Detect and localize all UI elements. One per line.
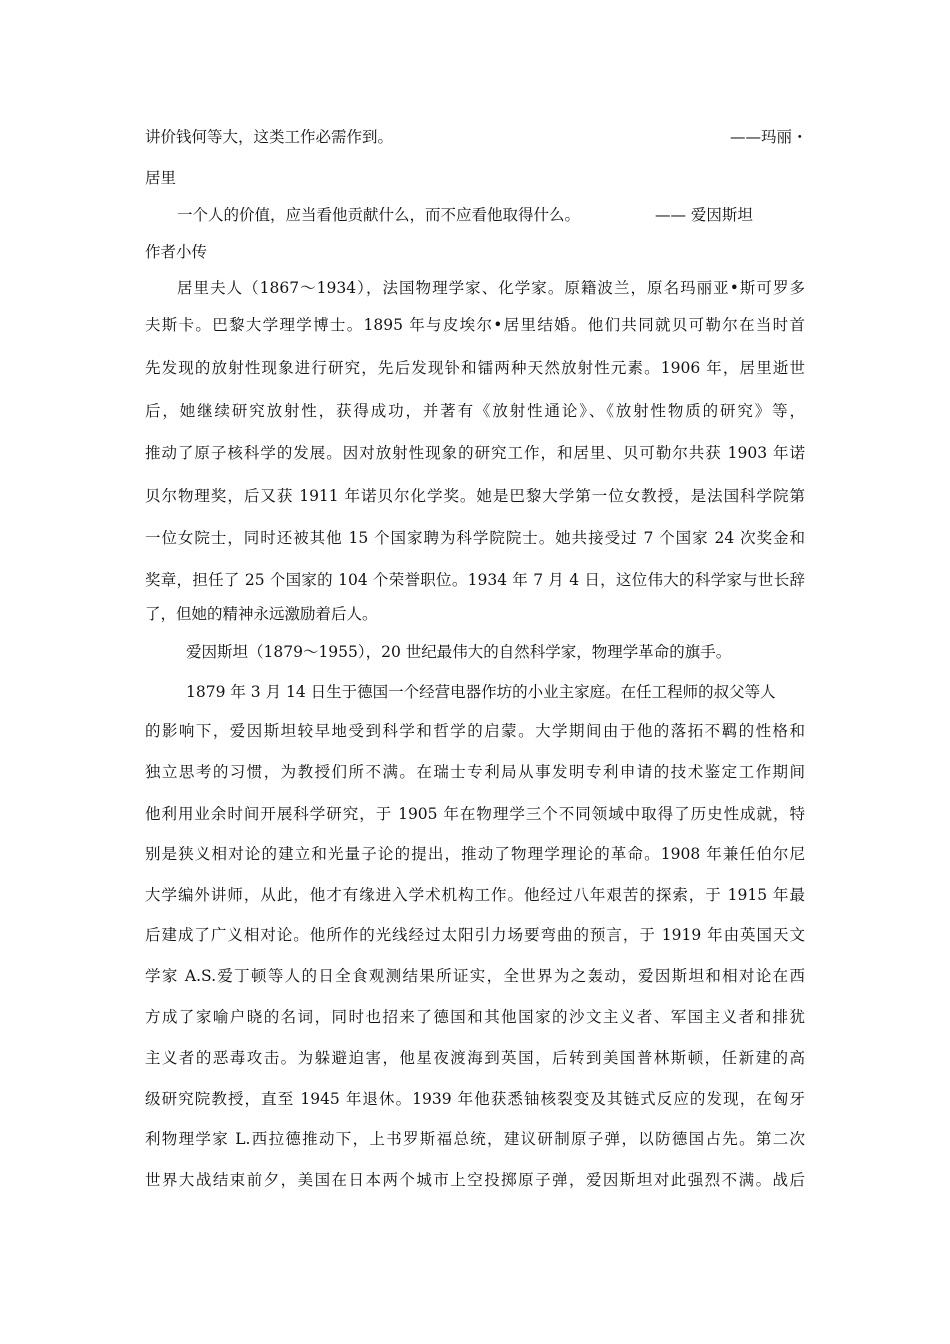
curie-paragraph-line: 了，但她的精神永远激励着后人。: [145, 605, 378, 623]
einstein-intro: 爱因斯坦（1879～1955），20 世纪最伟大的自然科学家，物理学革命的旗手。: [186, 643, 732, 661]
curie-quote-attribution: ——玛丽・: [730, 128, 808, 146]
einstein-paragraph-line: 级研究院教授，直至 1945 年退休。1939 年他获悉铀核裂变及其链式反应的发现，在匈牙: [145, 1090, 805, 1108]
curie-quote-text: 讲价钱何等大，这类工作必需作到。: [145, 128, 394, 146]
curie-paragraph-line: 推动了原子核科学的发展。因对放射性现象的研究工作，和居里、贝可勒尔共获 1903 年诺: [145, 444, 805, 462]
einstein-paragraph-line: 独立思考的习惯，为教授们所不满。在瑞士专利局从事发明专利申请的技术鉴定工作期间: [145, 763, 805, 781]
einstein-quote-text: 一个人的价值，应当看他贡献什么，而不应看他取得什么。: [177, 206, 581, 224]
curie-quote-attribution-cont: 居里: [145, 169, 177, 187]
curie-paragraph-line: 奖章，担任了 25 个国家的 104 个荣誉职位。1934 年 7 月 4 日，这位伟大的科学家与世长辞: [145, 571, 805, 589]
curie-paragraph-line: 居里夫人（1867～1934），法国物理学家、化学家。原籍波兰，原名玛丽亚•斯可罗多: [177, 279, 805, 297]
curie-paragraph-line: 贝尔物理奖，后又获 1911 年诺贝尔化学奖。她是巴黎大学第一位女教授，是法国科学院第: [145, 487, 805, 505]
einstein-paragraph-line: 主义者的恶毒攻击。为躲避迫害，他星夜渡海到英国，后转到美国普林斯顿，任新建的高: [145, 1049, 805, 1067]
einstein-quote-attribution: —— 爱因斯坦: [655, 206, 753, 224]
einstein-paragraph-line: 大学编外讲师，从此，他才有缘进入学术机构工作。他经过八年艰苦的探索，于 1915 年最: [145, 886, 805, 904]
einstein-paragraph-line: 世界大战结束前夕，美国在日本两个城市上空投掷原子弹，爱因斯坦对此强烈不满。战后: [145, 1171, 805, 1189]
curie-paragraph-line: 后，她继续研究放射性，获得成功，并著有《放射性通论》、《放射性物质的研究》等，: [145, 402, 805, 420]
einstein-paragraph-line: 后建成了广义相对论。他所作的光线经过太阳引力场要弯曲的预言，于 1919 年由英国天文: [145, 926, 805, 944]
einstein-paragraph-line: 他利用业余时间开展科学研究，于 1905 年在物理学三个不同领域中取得了历史性成就，特: [145, 805, 805, 823]
einstein-paragraph-line: 的影响下，爱因斯坦较早地受到科学和哲学的启蒙。大学期间由于他的落拓不羁的性格和: [145, 722, 805, 740]
einstein-paragraph-line: 别是狭义相对论的建立和光量子论的提出，推动了物理学理论的革命。1908 年兼任伯尔尼: [145, 845, 805, 863]
einstein-paragraph-line: 利物理学家 L.西拉德推动下，上书罗斯福总统，建议研制原子弹，以防德国占先。第二次: [145, 1130, 805, 1148]
einstein-paragraph-line: 学家 A.S.爱丁顿等人的日全食观测结果所证实，全世界为之轰动，爱因斯坦和相对论在西: [145, 967, 805, 985]
curie-paragraph-line: 先发现的放射性现象进行研究，先后发现钋和镭两种天然放射性元素。1906 年，居里逝世: [145, 359, 805, 377]
bio-heading: 作者小传: [145, 243, 208, 261]
curie-paragraph-line: 夫斯卡。巴黎大学理学博士。1895 年与皮埃尔•居里结婚。他们共同就贝可勒尔在当时首: [145, 316, 805, 334]
einstein-paragraph-line: 方成了家喻户晓的名词，同时也招来了德国和其他国家的沙文主义者、军国主义者和排犹: [145, 1008, 805, 1026]
einstein-paragraph-line: 1879 年 3 月 14 日生于德国一个经营电器作坊的小业主家庭。在任工程师的叔父等人: [186, 683, 776, 701]
curie-paragraph-line: 一位女院士，同时还被其他 15 个国家聘为科学院院士。她共接受过 7 个国家 24 次奖金和: [145, 529, 805, 547]
